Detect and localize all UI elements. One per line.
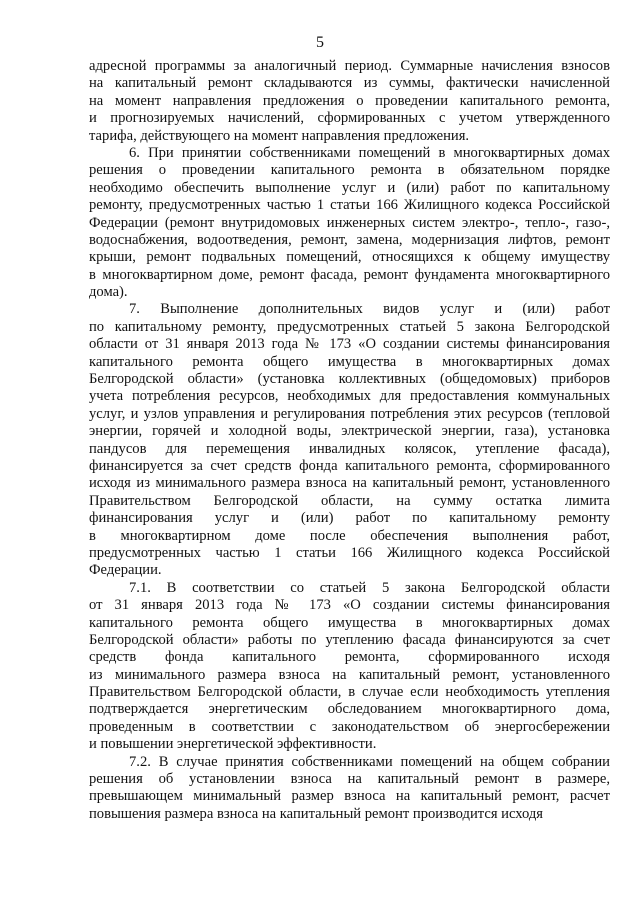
text-line: на капитальный ремонт складываются из суммы, фактически начисленной (89, 75, 610, 92)
text-line: предусмотренных частью 1 статьи 166 Жилищного кодекса Российской (89, 544, 610, 561)
text-line: водоснабжения, водоотведения, ремонт, замена, модернизация лифтов, ремонт (89, 231, 610, 248)
text-line: 7. Выполнение дополнительных видов услуг и (или) работ (129, 301, 610, 318)
text-line: решения о проведении капитального ремонта в обязательном порядке (89, 162, 610, 179)
text-line: Правительством Белгородской области, на сумму остатка лимита (89, 492, 610, 509)
text-line: Правительством Белгородской области, в случае если необходимость утепления (89, 684, 610, 701)
text-line: энергии, горячей и холодной воды, электрической энергии, газа), установка (89, 423, 610, 440)
text-line: области от 31 января 2013 года № 173 «О создании системы финансирования (89, 336, 610, 353)
text-line: финансируется за счет средств фонда капитального ремонта, сформированного (89, 457, 610, 474)
text-line: Федерации (ремонт внутридомовых инженерных систем электро-, тепло-, газо-, (89, 214, 610, 231)
text-line: ремонту, предусмотренных частью 1 статьи 166 Жилищного кодекса Российской (89, 197, 610, 214)
text-line: услуг, и узлов управления и регулирования потребления этих ресурсов (тепловой (89, 405, 610, 422)
paragraph-p-7-2 (89, 754, 610, 824)
text-line: в многоквартирном доме после обеспечения выполнения работ, (89, 527, 610, 544)
text-line: средств фонда капитального ремонта, сформированного исходя (89, 649, 610, 666)
text-line: повышения размера взноса на капитальный ремонт производится исходя (89, 805, 544, 822)
page-number: 5 (316, 34, 324, 51)
text-line: Белгородской области» работы по утеплению фасада финансируются за счет (89, 631, 610, 648)
text-line: подтверждается энергетическим обследованием многоквартирного дома, (89, 701, 610, 718)
text-line: тарифа, действующего на момент направления предложения. (89, 127, 470, 144)
text-line: капитального ремонта общего имущества в многоквартирных домах (89, 353, 610, 370)
text-line: и повышении энергетической эффективности. (89, 736, 377, 753)
paragraph-p-cont (89, 58, 610, 145)
text-line: финансирования услуг и (или) работ по капитальному ремонту (89, 510, 610, 527)
text-line: решения об установлении взноса на капитальный ремонт в размере, (89, 771, 610, 788)
text-line: необходимо обеспечить выполнение услуг и (или) работ по капитальному (89, 179, 610, 196)
paragraph-p-7 (89, 301, 610, 579)
text-line: исходя из минимального размера взноса на капитальный ремонт, установленного (89, 475, 610, 492)
text-line: превышающем минимальный размер взноса на капитальный ремонт, расчет (89, 788, 610, 805)
text-line: по капитальному ремонту, предусмотренных статьей 5 закона Белгородской (89, 318, 610, 335)
text-line: 7.1. В соответствии со статьей 5 закона Белгородской области (129, 579, 610, 596)
paragraph-p-7-1 (89, 580, 610, 754)
text-line: из минимального размера взноса на капитальный ремонт, установленного (89, 666, 610, 683)
text-line: и прогнозируемых начислений, сформированных с учетом утвержденного (89, 110, 610, 127)
text-line: от 31 января 2013 года № 173 «О создании системы финансирования (89, 597, 610, 614)
text-line: адресной программы за аналогичный период. Суммарные начисления взносов (89, 58, 610, 74)
text-line: на момент направления предложения о проведении капитального ремонта, (89, 92, 610, 109)
text-line: Белгородской области» (установка коллективных (общедомовых) приборов (89, 371, 610, 388)
text-line: в многоквартирном доме, ремонт фасада, ремонт фундамента многоквартирного (89, 266, 610, 283)
document-body (89, 58, 610, 823)
paragraph-p-6 (89, 145, 610, 302)
text-line: крыши, ремонт подвальных помещений, относящихся к общему имуществу (89, 249, 610, 266)
text-line: Федерации. (89, 562, 162, 579)
text-line: проведенным в соответствии с законодательством об энергосбережении (89, 718, 610, 735)
text-line: дома). (89, 284, 128, 301)
text-line: учета потребления ресурсов, необходимых для предоставления коммунальных (89, 388, 610, 405)
text-line: 7.2. В случае принятия собственниками помещений на общем собрании (129, 753, 610, 770)
text-line: капитального ремонта общего имущества в многоквартирных домах (89, 614, 610, 631)
text-line: пандусов для перемещения инвалидных колясок, утепление фасада), (89, 440, 610, 457)
text-line: 6. При принятии собственниками помещений в многоквартирных домах (129, 144, 610, 161)
